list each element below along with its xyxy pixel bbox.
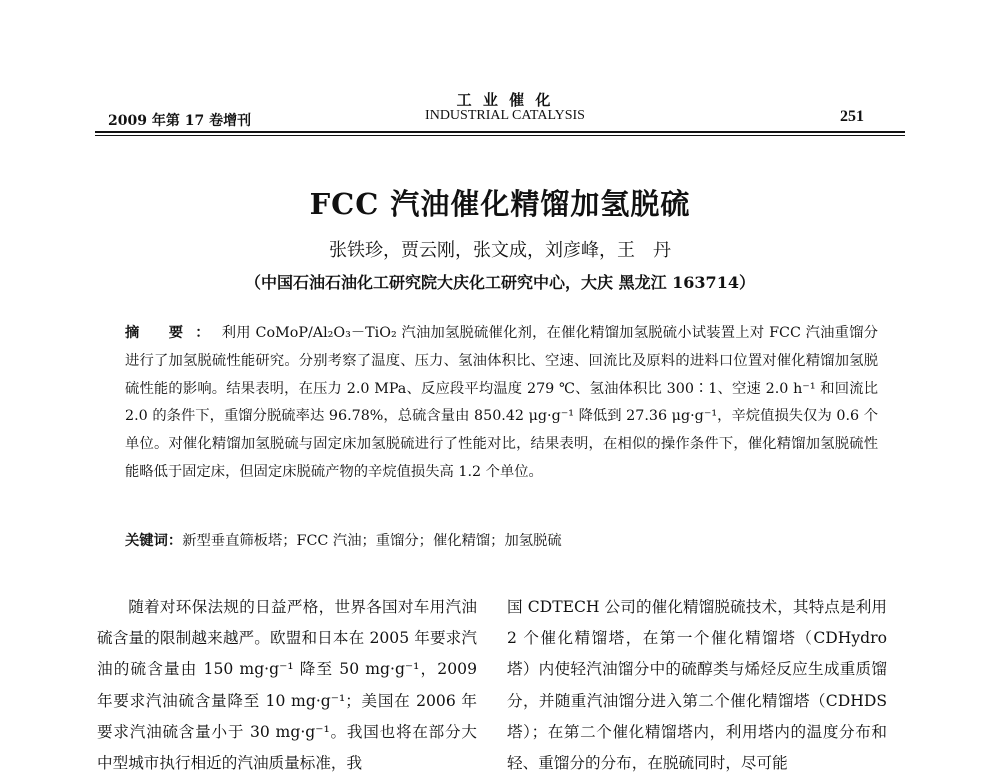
keywords-label: 关键词： [125,533,183,549]
body-left-text: 随着对环保法规的日益严格，世界各国对车用汽油硫含量的限制越来越严。欧盟和日本在 2005 年要求汽油的硫含量由 150 mg·g⁻¹ 降至 50 mg·g⁻¹，2009 年要求汽油硫含量降至 10 mg·g⁻¹；美国在 2006 年要求汽油硫含量小于 30 mg·g⁻¹。我国也将在部分大中型城市执行相近的汽油质量标准，我 [97,598,477,773]
header-rule-thin [95,135,905,136]
body-right-text: 国 CDTECH 公司的催化精馏脱硫技术，其特点是利用 2 个催化精馏塔，在第一个催化精馏塔（CDHydro 塔）内使轻汽油馏分中的硫醇类与烯烃反应生成重质馏分，并随重汽油馏分进入第二个催化精馏塔（CDHDS 塔）；在第二个催化精馏塔内，利用塔内的温度分布和轻、重馏分的分布，在脱硫同时，尽可能 [507,598,887,773]
journal-name-en: INDUSTRIAL CATALYSIS [425,108,585,123]
body-right-column [507,592,887,779]
header-rule-thick [95,131,905,133]
abstract-text: 利用 CoMoP/Al₂O₃－TiO₂ 汽油加氢脱硫催化剂，在催化精馏加氢脱硫小试装置上对 FCC 汽油重馏分进行了加氢脱硫性能研究。分别考察了温度、压力、氢油体积比、空速、回流比及原料的进料口位置对催化精馏加氢脱硫性能的影响。结果表明，在压力 2.0 MPa、反应段平均温度 279 ℃、氢油体积比 300∶1、空速 2.0 h⁻¹ 和回流比 2.0 的条件下，重馏分脱硫率达 96.78%，总硫含量由 850.42 μg·g⁻¹ 降低到 27.36 μg·g⁻¹，辛烷值损失仅为 0.6 个单位。对催化精馏加氢脱硫与固定床加氢脱硫进行了性能对比，结果表明，在相似的操作条件下，催化精馏加氢脱硫性能略低于固定床，但固定床脱硫产物的辛烷值损失高 1.2 个单位。 [125,325,879,480]
paper-title: FCC 汽油催化精馏加氢脱硫 [309,187,691,221]
abstract [125,320,878,487]
abstract-label: 摘 要： [125,325,222,341]
page-number: 251 [840,108,864,125]
journal-name-cn: 工 业 催 化 [456,91,554,109]
keywords-text: 新型垂直筛板塔；FCC 汽油；重馏分；催化精馏；加氢脱硫 [182,533,562,549]
paper-affiliation: （中国石油石油化工研究院大庆化工研究中心，大庆 黑龙江 163714） [245,273,755,292]
keywords [125,530,878,550]
paper-authors: 张铁珍，贾云刚，张文成，刘彦峰，王 丹 [329,240,671,261]
body-left-column [97,592,477,779]
issue-info: 2009 年第 17 卷增刊 [108,113,252,129]
